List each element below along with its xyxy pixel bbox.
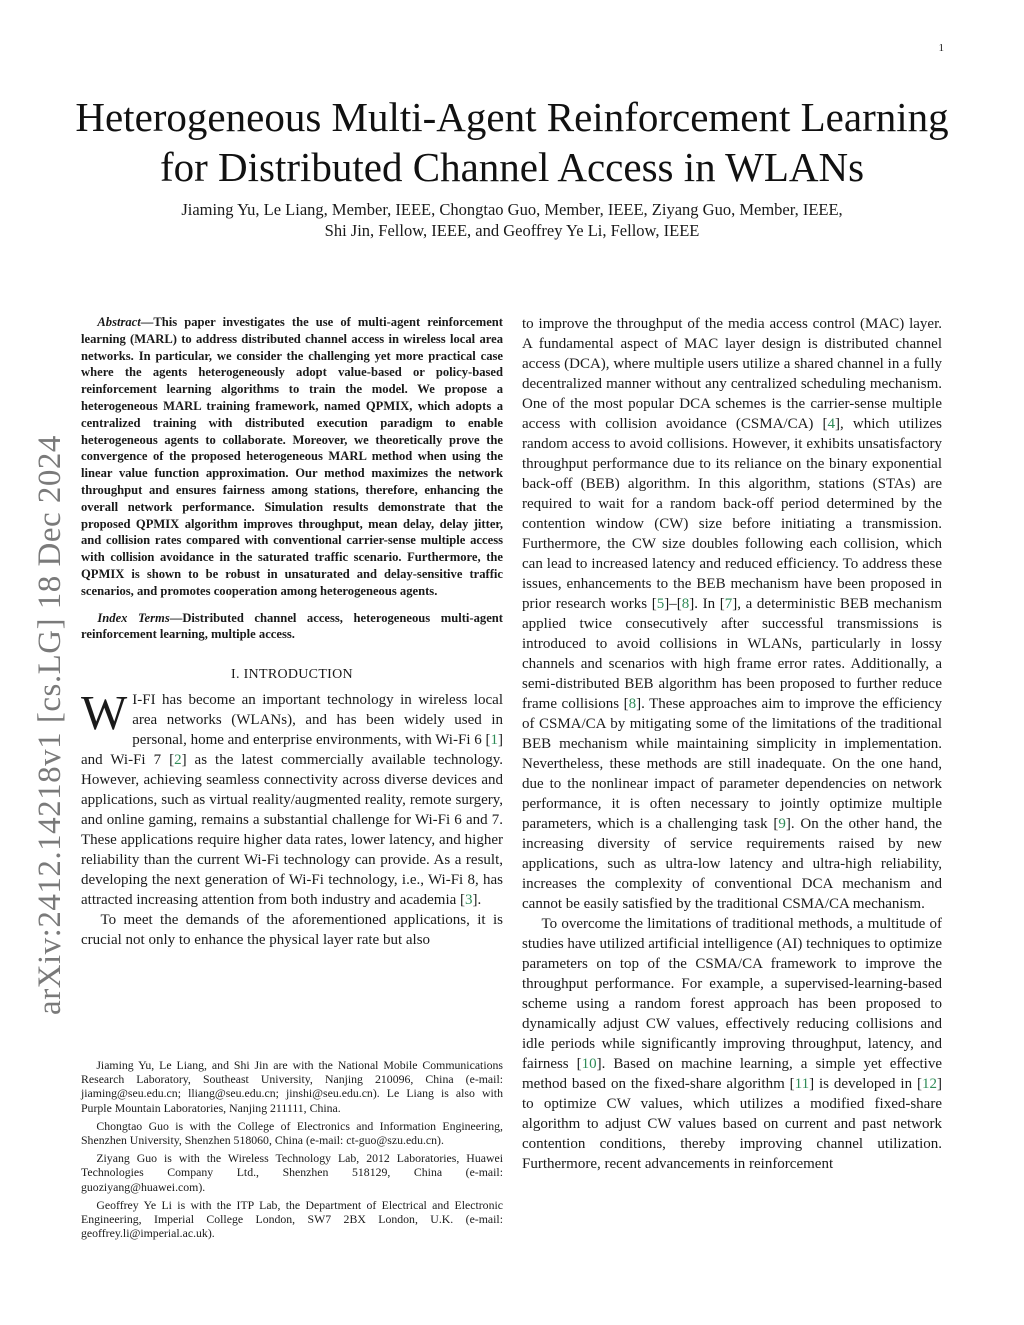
arxiv-identifier: arXiv:2412.14218v1 [cs.LG] 18 Dec 2024: [32, 435, 68, 1015]
citation-link[interactable]: 9: [778, 816, 786, 832]
page-number: 1: [938, 42, 944, 54]
intro-paragraph-1: WI-FI has become an important technology in wireless local area networks (WLANs), and has been widely used in personal, home and enterprise environments, with Wi-Fi 6 [1] and Wi-Fi 7 [2] as the latest commercially available technology. However, achieving seamless connectivity across diverse devices and applications, such as virtual reality/augmented reality, remote surgery, and online gaming, remains a substantial challenge for Wi-Fi 6 and 7. These applications require higher data rates, lower latency, and higher reliability than the current Wi-Fi technology can provide. As a result, developing the next generation of Wi-Fi technology, i.e., Wi-Fi 8, has attracted increasing attention from both industry and academia [3].: [81, 685, 503, 909]
body-paragraph-1: to improve the throughput of the media access control (MAC) layer. A fundamental aspect of MAC layer design is distributed channel access (DCA), where multiple users utilize a shared channel in a fully decentralized manner without any centralized scheduling mechanism. One of the most popular DCA schemes is the carrier-sense multiple access with collision avoidance (CSMA/CA) [4], which utilizes random access to avoid collisions. However, it exhibits unsatisfactory throughput performance due to its reliance on the binary exponential back-off (BEB) algorithm. In this algorithm, stations (STAs) are required to wait for a random back-off period determined by the contention window (CW) size before initiating a transmission. Furthermore, the CW size doubles following each collision, which can lead to increased latency and reduced efficiency. To address these issues, enhancements to the BEB mechanism have been proposed in prior research works [5]–[8]. In [7], a deterministic BEB mechanism applied twice consecutively after successful transmissions is introduced to avoid collisions in WLANs, particularly in lossy channels and scenarios with high frame error rates. Additionally, a semi-distributed BEB algorithm has been proposed to further reduce frame collisions [8]. These approaches aim to improve the efficiency of CSMA/CA by mitigating some of the limitations of the traditional BEB mechanism while maintaining simplicity in implementation. Nevertheless, these methods are still inadequate. On the one hand, due to the nonlinear impact of parameter dependencies on network performance, it is often necessary to jointly optimize multiple parameters, which is a challenging task [9]. On the other hand, the increasing diversity of service requirements raised by new applications, such as ultra-low latency and ultra-high reliability, increases the complexity of conventional DCA mechanism and cannot be easily satisfied by the traditional CSMA/CA mechanism.: [522, 316, 942, 912]
citation-link[interactable]: 8: [628, 696, 637, 712]
abstract-text: —This paper investigates the use of multi-agent reinforcement learning (MARL) to address distributed channel access in wireless local area networks. In particular, we consider the challenging yet more practical case where the agents heterogeneously adopt value-based or policy-based reinforcement learning algorithms to train the model. We propose a heterogeneous MARL training framework, named QPMIX, which adopts a centralized training with distributed execution paradigm to enable heterogeneous agents to collaborate. Moreover, we theoretically prove the convergence of the proposed heterogeneous MARL method when using the linear value function approximation. Our method maximizes the network throughput and ensures fairness among stations, therefore, enhancing the overall network performance. Simulation results demonstrate that the proposed QPMIX algorithm improves throughput, mean delay, delay jitter, and collision rates compared with conventional carrier-sense multiple access with collision avoidance in the saturated traffic scenario. Furthermore, the QPMIX is shown to be robust in unsaturated and delay-sensitive traffic scenarios, and promotes cooperation among heterogeneous agents.: [81, 315, 503, 598]
footnote: Geoffrey Ye Li is with the ITP Lab, the Department of Electrical and Electronic Engineering, Imperial College London, SW7 2BX London, U.K. (e-mail: geoffrey.li@imperial.ac.uk).: [81, 1197, 503, 1241]
paper-title: [62, 92, 962, 192]
citation-link[interactable]: 11: [794, 1076, 810, 1092]
index-terms: [81, 610, 503, 644]
citation-link[interactable]: 12: [922, 1076, 937, 1092]
index-terms-text: —Distributed channel access, heterogeneous multi-agent reinforcement learning, multiple access.: [81, 610, 503, 642]
footnote: Jiaming Yu, Le Liang, and Shi Jin are with the National Mobile Communications Research Laboratory, Southeast University, Nanjing 210096, China (e-mail: jiaming@seu.edu.cn; lliang@seu.edu.cn; jinshi@seu.edu.cn). Le Liang is also with Purple Mountain Laboratories, Nanjing 211111, China.: [81, 1058, 503, 1115]
citation-link[interactable]: 1: [490, 732, 498, 749]
authors-line-1: Jiaming Yu, Le Liang, Member, IEEE, Chongtao Guo, Member, IEEE, Ziyang Guo, Member, IEEE,: [181, 200, 843, 219]
right-column: [522, 314, 942, 1174]
title-line-1: Heterogeneous Multi-Agent Reinforcement Learning: [75, 94, 949, 140]
footnote: Chongtao Guo is with the College of Electronics and Information Engineering, Shenzhen University, Shenzhen 518060, China (e-mail: ct-guo@szu.edu.cn).: [81, 1118, 503, 1148]
footnote: Ziyang Guo is with the Wireless Technology Lab, 2012 Laboratories, Huawei Technologies Company Ltd., Shenzhen 518129, China (e-mail: guoziyang@huawei.com).: [81, 1151, 503, 1194]
abstract: [81, 314, 503, 600]
body-paragraph-2: To overcome the limitations of traditional methods, a multitude of studies have utilized artificial intelligence (AI) techniques to optimize parameters on top of the CSMA/CA framework to improve the throughput performance. For example, a supervised-learning-based scheme using a random forest approach has been proposed to dynamically adjust CW values, effectively reducing collisions and idle periods while significantly improving throughput, latency, and fairness [10]. Based on machine learning, a simple yet effective method based on the fixed-share algorithm [11] is developed in [12] to optimize CW values, which utilizes a modified fixed-share algorithm to adjust CW values based on current and past network contention conditions, thereby improving channel utilization. Furthermore, recent advancements in reinforcement: [522, 916, 942, 1172]
left-column: [81, 314, 503, 950]
citation-link[interactable]: 3: [465, 892, 473, 909]
authors-line-2: Shi Jin, Fellow, IEEE, and Geoffrey Ye Li, Fellow, IEEE: [324, 221, 700, 240]
author-list: [62, 199, 962, 241]
title-line-2: for Distributed Channel Access in WLANs: [159, 144, 865, 190]
citation-link[interactable]: 2: [174, 752, 182, 769]
citation-link[interactable]: 8: [681, 596, 690, 612]
abstract-label: Abstract: [97, 315, 141, 329]
citation-link[interactable]: 10: [581, 1056, 597, 1072]
author-footnotes: [81, 1058, 503, 1244]
citation-link[interactable]: 7: [724, 596, 733, 612]
citation-link[interactable]: 5: [656, 596, 665, 612]
intro-paragraph-2: To meet the demands of the aforementioned applications, it is crucial not only to enhance the physical layer rate but also: [81, 912, 503, 949]
index-terms-label: Index Terms: [97, 610, 170, 625]
citation-link[interactable]: 4: [827, 416, 836, 432]
section-heading-introduction: I. INTRODUCTION: [231, 667, 353, 683]
